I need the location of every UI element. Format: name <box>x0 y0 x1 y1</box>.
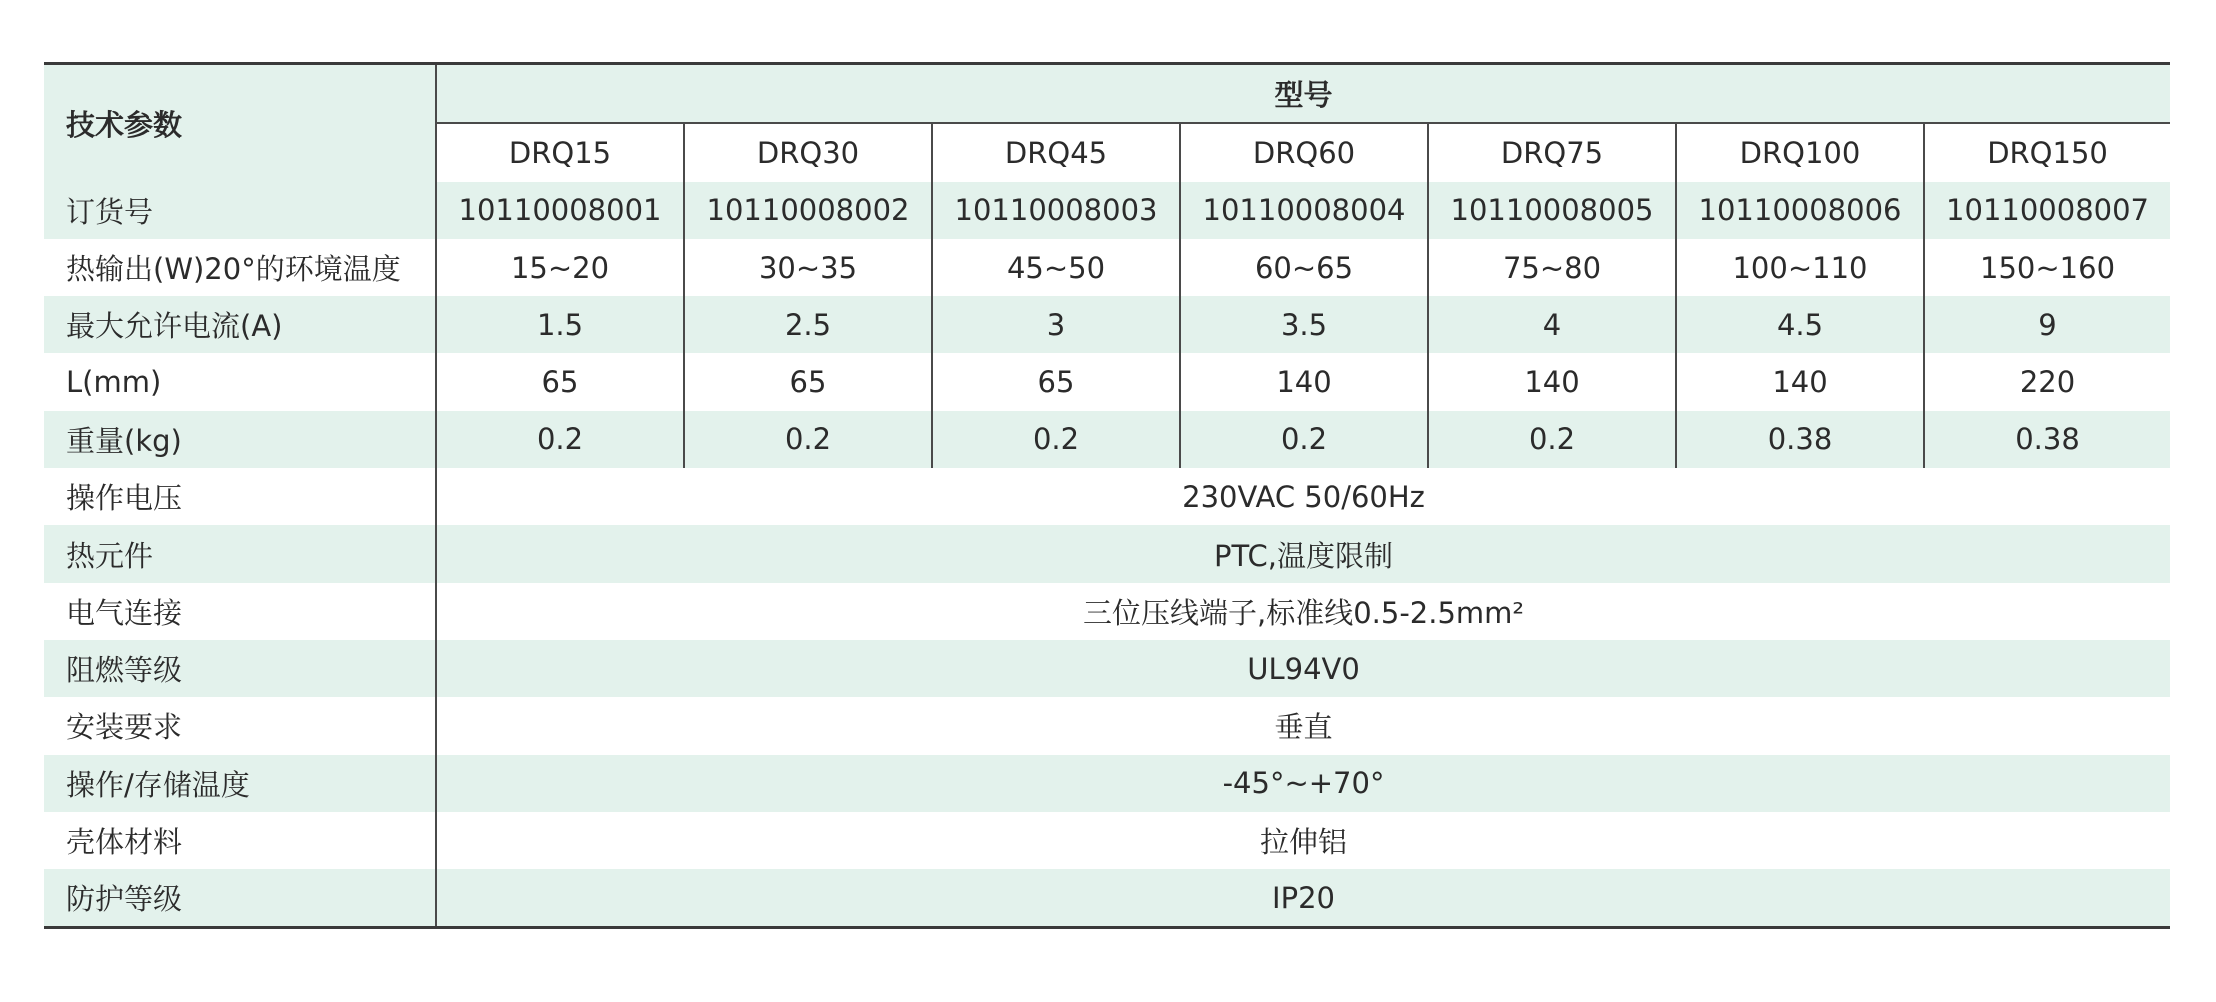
table-cell: 65 <box>541 365 579 400</box>
table-row <box>44 812 2170 869</box>
model-header: DRQ15 <box>436 123 684 181</box>
table-cell: 0.2 <box>684 411 932 468</box>
row-label: L(mm) <box>44 353 436 410</box>
table-cell: 140 <box>1676 353 1924 410</box>
table-cell: 0.2 <box>1180 411 1428 468</box>
table-cell: 0.38 <box>1924 411 2170 468</box>
table-cell: 140 <box>1428 353 1676 410</box>
row-label: 电气连接 <box>44 583 436 640</box>
model-header: DRQ75 <box>1428 123 1676 181</box>
row-label: 最大允许电流(A) <box>44 296 436 353</box>
table-row <box>44 182 2170 239</box>
table-cell: 10110008007 <box>1924 182 2170 239</box>
table-cell: 30~35 <box>684 239 932 296</box>
table-cell: 4 <box>1428 296 1676 353</box>
table-cell: 10110008002 <box>684 182 932 239</box>
table-cell: 140 <box>1180 353 1428 410</box>
table-row <box>44 411 2170 468</box>
table-cell: 15~20 <box>510 250 610 285</box>
shared-value: 垂直 <box>1274 710 1333 745</box>
table-cell: 2.5 <box>684 296 932 353</box>
table-cell: 0.38 <box>1676 411 1924 468</box>
model-header: DRQ60 <box>1180 123 1428 181</box>
table-cell: 150~160 <box>1924 239 2170 296</box>
table-cell: 220 <box>1924 353 2170 410</box>
table-row <box>44 697 2170 754</box>
table-row <box>44 869 2170 928</box>
row-label: 重量(kg) <box>44 411 436 468</box>
model-header: DRQ100 <box>1676 123 1924 181</box>
table-cell: 10110008006 <box>1676 182 1924 239</box>
table-cell: 75~80 <box>1428 239 1676 296</box>
model-header: DRQ150 <box>1924 123 2170 181</box>
model-group-header: 型号 <box>436 64 2170 124</box>
table-cell: 0.2 <box>932 411 1180 468</box>
row-label: 热元件 <box>44 525 436 582</box>
table-cell: 4.5 <box>1676 296 1924 353</box>
table-cell: 65 <box>684 353 932 410</box>
table-cell: 10110008005 <box>1428 182 1676 239</box>
table-cell: 1.5 <box>436 296 684 353</box>
table-cell: 60~65 <box>1180 239 1428 296</box>
table-cell: 0.2 <box>1428 411 1676 468</box>
table-row <box>44 239 2170 296</box>
model-header: DRQ45 <box>932 123 1180 181</box>
row-label: 热输出(W)20°的环境温度 <box>44 239 436 296</box>
table-row <box>44 640 2170 697</box>
shared-value: 拉伸铝 <box>1260 825 1348 859</box>
header-row-group <box>44 64 2170 124</box>
table-row <box>44 353 2170 410</box>
table-cell: 3.5 <box>1180 296 1428 353</box>
table-row <box>44 755 2170 812</box>
shared-value: -45°~+70° <box>436 755 2170 812</box>
table-row <box>44 525 2170 582</box>
table-cell: 0.2 <box>436 411 684 468</box>
param-header: 技术参数 <box>44 64 436 182</box>
table-cell: 100~110 <box>1676 239 1924 296</box>
shared-value: IP20 <box>436 869 2170 928</box>
table-row <box>44 583 2170 640</box>
shared-value: UL94V0 <box>436 640 2170 697</box>
spec-table <box>44 62 2170 929</box>
table-row <box>44 296 2170 353</box>
table-cell: 10110008003 <box>932 182 1180 239</box>
shared-value: 230VAC 50/60Hz <box>1182 479 1425 514</box>
table-row <box>44 468 2170 525</box>
row-label: 防护等级 <box>44 869 436 928</box>
row-label: 安装要求 <box>44 697 436 754</box>
table-cell: 10110008004 <box>1180 182 1428 239</box>
shared-value: PTC,温度限制 <box>436 525 2170 582</box>
table-cell: 45~50 <box>932 239 1180 296</box>
table-cell: 3 <box>932 296 1180 353</box>
table-cell: 9 <box>1924 296 2170 353</box>
table-cell: 10110008001 <box>436 182 684 239</box>
row-label: 壳体材料 <box>44 812 436 869</box>
model-header: DRQ30 <box>684 123 932 181</box>
row-label: 订货号 <box>44 182 436 239</box>
shared-value: 三位压线端子,标准线0.5-2.5mm² <box>1083 595 1525 630</box>
row-label: 阻燃等级 <box>44 640 436 697</box>
row-label: 操作/存储温度 <box>44 755 436 812</box>
table-cell: 65 <box>932 353 1180 410</box>
row-label: 操作电压 <box>44 468 436 525</box>
